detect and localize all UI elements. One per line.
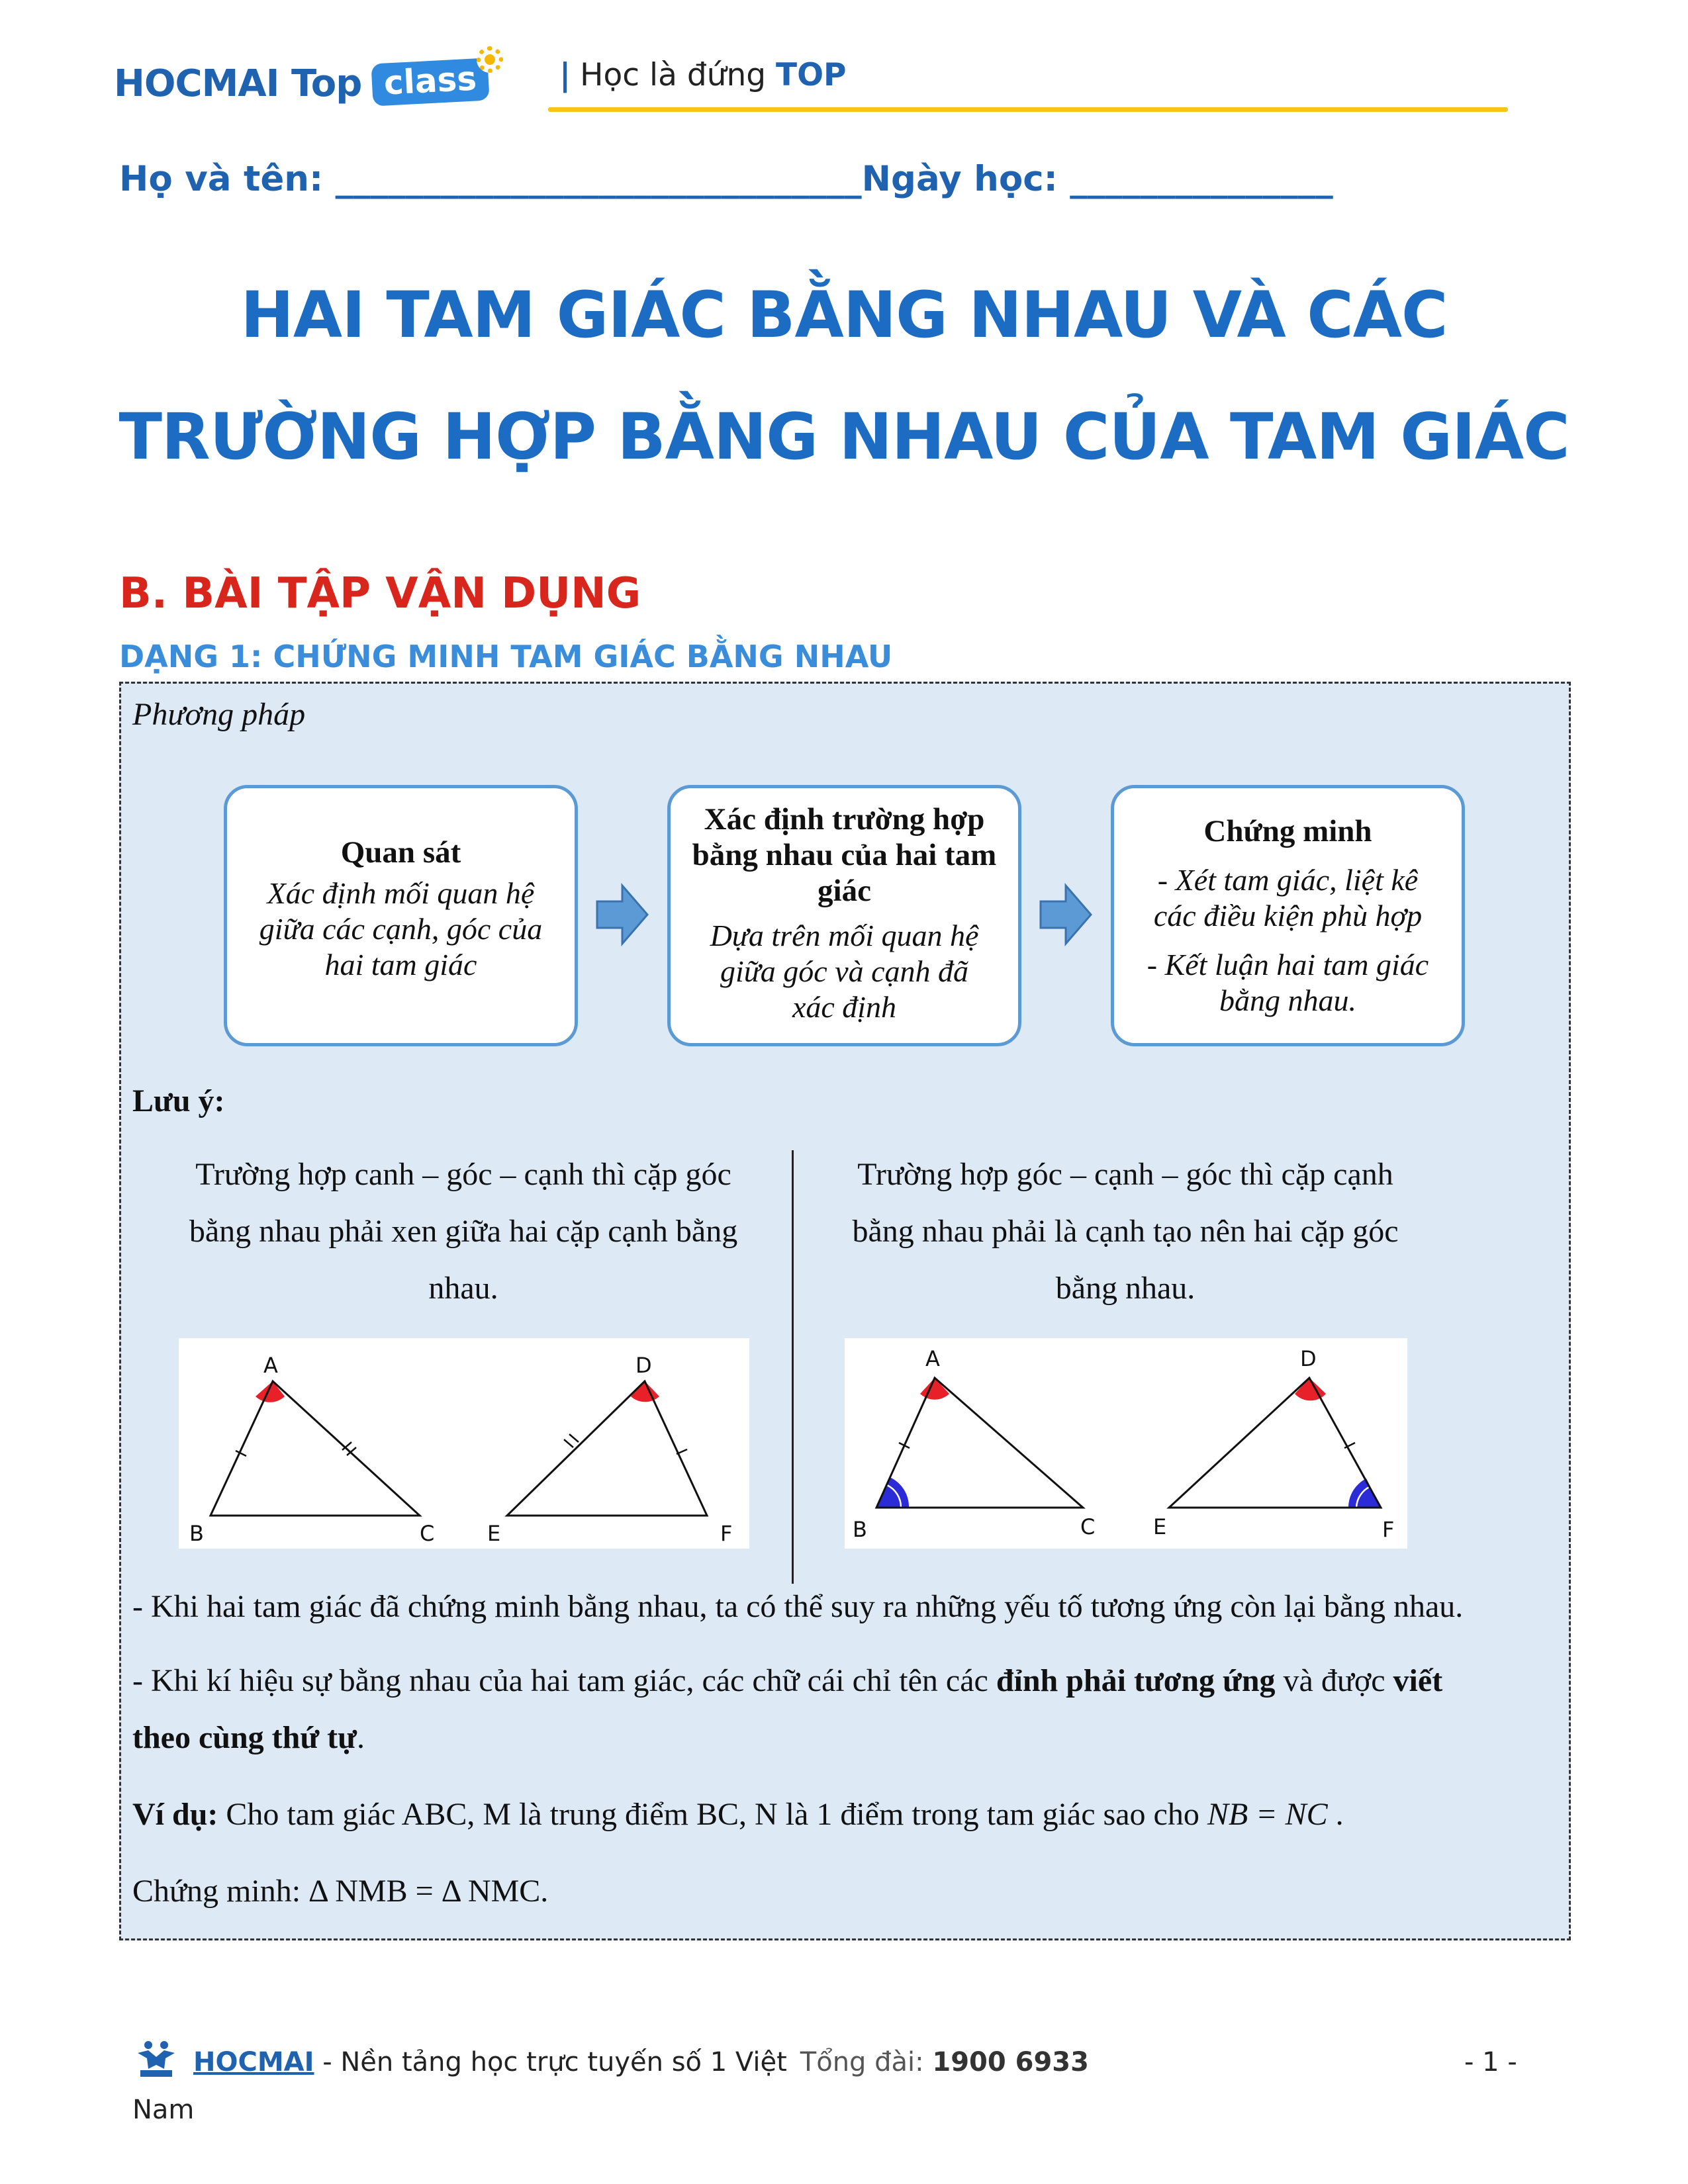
column-divider	[792, 1150, 794, 1584]
angle-f-marker	[1348, 1479, 1381, 1508]
angle-a-marker	[920, 1378, 949, 1400]
triangle-abc	[853, 1346, 1095, 1542]
flow-step-body-line: Xác định mối quan hệ	[267, 876, 535, 910]
name-label: Họ và tên:	[119, 159, 336, 199]
flow-step-title: Chứng minh	[1203, 814, 1372, 848]
date-label: Ngày học:	[861, 159, 1070, 199]
student-info-line	[119, 159, 1333, 199]
method-label: Phương pháp	[132, 697, 306, 732]
flow-step-title: Quan sát	[340, 835, 461, 870]
triangle-def	[1153, 1346, 1394, 1542]
hocmai-footer-logo-icon	[132, 2038, 180, 2078]
name-blank: ______________________________	[335, 159, 862, 199]
section-subheading: DẠNG 1: CHỨNG MINH TAM GIÁC BẰNG NHAU	[119, 639, 893, 674]
flow-step-body-line: các điều kiện phù hợp	[1153, 899, 1423, 933]
paragraph-notation-cont: theo cùng thứ tự.	[132, 1720, 365, 1755]
hotline-number: 1900 6933	[932, 2047, 1089, 2077]
label-c: C	[420, 1521, 435, 1546]
label-b: B	[189, 1521, 204, 1546]
page-title-line-2: TRƯỜNG HỢP BẰNG NHAU CỦA TAM GIÁC	[118, 400, 1570, 474]
sas-triangles-figure	[179, 1338, 749, 1549]
triangle-abc	[189, 1353, 434, 1546]
flow-step-body-line: Dựa trên mối quan hệ	[710, 919, 979, 952]
section-heading: B. BÀI TẬP VẬN DỤNG	[119, 569, 641, 618]
label-e: E	[487, 1521, 501, 1546]
flow-step-identify	[667, 785, 1021, 1046]
arrow-right-icon	[596, 882, 649, 951]
label-b: B	[853, 1517, 867, 1542]
flow-step-body-line: giữa các cạnh, góc của	[259, 912, 543, 946]
flow-step-observe	[224, 785, 578, 1046]
page-number: - 1 -	[1464, 2047, 1517, 2077]
flow-step-body-line: hai tam giác	[324, 948, 477, 981]
triangle-def	[487, 1353, 732, 1546]
label-f: F	[720, 1521, 733, 1546]
proof-statement: Chứng minh: Δ NMB = Δ NMC.	[132, 1874, 549, 1909]
flow-step-title: Xác định trường hợp bằng nhau của hai tam giác	[692, 802, 997, 908]
label-d: D	[635, 1353, 652, 1378]
paragraph-corresponding-parts: - Khi hai tam giác đã chứng minh bằng nhau, ta có thể suy ra những yếu tố tương ứng còn lại bằng nhau.	[132, 1589, 1464, 1624]
footer-brand-link[interactable]: HOCMAI	[193, 2047, 314, 2077]
tick-de-1	[569, 1434, 579, 1442]
date-blank: _______________	[1070, 159, 1333, 199]
logo-wordmark: HOCMAI Top	[114, 62, 362, 105]
flow-step-body-line: giữa góc và cạnh đã	[720, 954, 969, 988]
slogan: | Học là đứng TOP	[559, 57, 847, 93]
flow-step-body-line: xác định	[792, 990, 897, 1024]
angle-b-marker	[876, 1477, 909, 1508]
paragraph-notation: - Khi kí hiệu sự bằng nhau của hai tam giác, các chữ cái chỉ tên các đỉnh phải tương ứng và được viết	[132, 1663, 1443, 1698]
footer-tagline-cont: Nam	[132, 2095, 195, 2125]
page-title-line-1: HAI TAM GIÁC BẰNG NHAU VÀ CÁC	[240, 278, 1448, 352]
note-sas-text: Trường hợp canh – góc – cạnh thì cặp góc bằng nhau phải xen giữa hai cặp cạnh bằng nhau.	[189, 1157, 738, 1306]
label-a: A	[263, 1353, 278, 1378]
label-d: D	[1300, 1346, 1317, 1371]
flow-step-body-line: - Kết luận hai tam giác	[1147, 948, 1429, 981]
flow-step-body-line: - Xét tam giác, liệt kê	[1157, 863, 1419, 897]
label-c: C	[1080, 1514, 1096, 1539]
label-a: A	[925, 1346, 940, 1371]
sun-core	[485, 54, 495, 65]
logo-class-badge: class	[371, 58, 489, 106]
note-label: Lưu ý:	[132, 1083, 225, 1118]
angle-a-marker	[256, 1381, 285, 1402]
label-e: E	[1153, 1514, 1167, 1539]
label-f: F	[1382, 1517, 1395, 1542]
tick-de-2	[564, 1439, 573, 1447]
arrow-right-icon	[1039, 882, 1092, 951]
asa-triangles-figure	[845, 1338, 1407, 1549]
note-asa-text: Trường hợp góc – cạnh – góc thì cặp cạnh bằng nhau phải là cạnh tạo nên hai cặp góc bằng nhau.	[852, 1157, 1399, 1306]
footer-tagline: HOCMAI - Nền tảng học trực tuyến số 1 Việt Tổng đài: 1900 6933	[193, 2047, 1089, 2077]
flow-step-prove	[1111, 785, 1465, 1046]
example-paragraph: Ví dụ: Cho tam giác ABC, M là trung điểm BC, N là 1 điểm trong tam giác sao cho NB = NC .	[132, 1797, 1344, 1832]
header-divider	[548, 107, 1508, 112]
flow-step-body-line: bằng nhau.	[1219, 983, 1356, 1017]
